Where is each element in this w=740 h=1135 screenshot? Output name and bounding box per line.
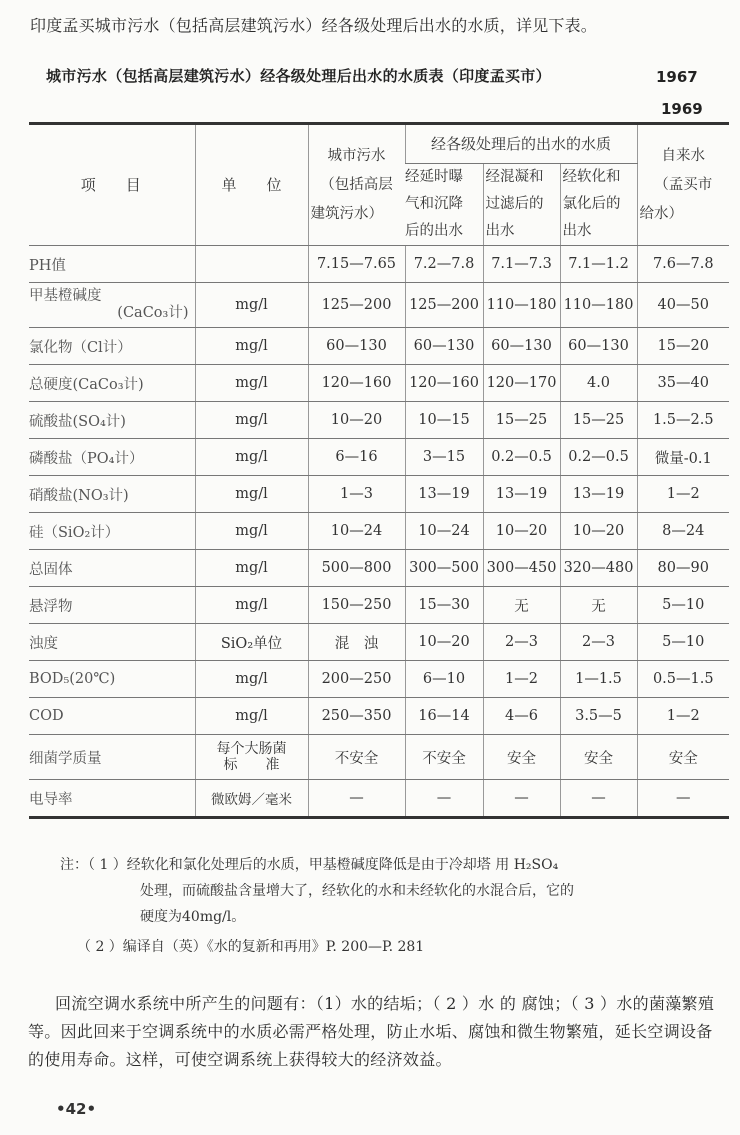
- row-t2: 120—170: [483, 365, 560, 402]
- row-sewage: 500—800: [308, 550, 405, 587]
- row-unit-line1: 每个大肠菌: [216, 741, 287, 757]
- row-t1: 125—200: [405, 283, 483, 328]
- row-item: 硝酸盐(NO₃计): [29, 476, 195, 513]
- row-sewage: 10—20: [308, 402, 405, 439]
- header-sub1-line3: 后的出水: [405, 223, 463, 239]
- row-t1: 300—500: [405, 550, 483, 587]
- row-item-line1: 甲基橙碱度: [29, 288, 102, 304]
- row-t3: 安全: [560, 735, 637, 780]
- table-row: [29, 735, 729, 780]
- row-t3: 0.2—0.5: [560, 439, 637, 476]
- table-row: [29, 283, 729, 328]
- row-sewage: 125—200: [308, 283, 405, 328]
- row-t1: 13—19: [405, 476, 483, 513]
- header-tap-line3: 给水）: [639, 205, 683, 222]
- row-t1: 60—130: [405, 328, 483, 365]
- row-item-line2: (CaCo₃计): [117, 305, 189, 321]
- header-unit: 单 位: [195, 124, 308, 246]
- row-unit: mg/l: [195, 513, 308, 550]
- header-tap-water: [637, 124, 729, 246]
- header-sub3-line2: 氯化后的: [562, 196, 621, 212]
- row-t2: 4—6: [483, 698, 560, 735]
- row-t3: 110—180: [560, 283, 637, 328]
- row-sewage: 不安全: [308, 735, 405, 780]
- row-sewage: 120—160: [308, 365, 405, 402]
- table-row: [29, 439, 729, 476]
- row-tap: —: [637, 780, 729, 818]
- table-row: [29, 624, 729, 661]
- row-tap: 5—10: [637, 587, 729, 624]
- row-t3: 15—25: [560, 402, 637, 439]
- water-quality-table: [29, 122, 729, 819]
- row-t1: —: [405, 780, 483, 818]
- row-item: [29, 283, 195, 328]
- row-item: 电导率: [29, 780, 195, 818]
- header-tap-line2: （孟买市: [654, 176, 713, 193]
- row-unit: mg/l: [195, 439, 308, 476]
- header-sewage: [308, 124, 405, 246]
- table-row: [29, 780, 729, 818]
- row-tap: 安全: [637, 735, 729, 780]
- row-sewage: 7.15—7.65: [308, 246, 405, 283]
- table-row: [29, 328, 729, 365]
- row-t3: 4.0: [560, 365, 637, 402]
- table-title: 城市污水（包括高层建筑污水）经各级处理后出水的水质表（印度孟买市）: [46, 67, 551, 85]
- row-item: BOD₅(20℃): [29, 661, 195, 698]
- header-sewage-line1: 城市污水: [327, 147, 386, 164]
- row-t2: 60—130: [483, 328, 560, 365]
- row-item: 总固体: [29, 550, 195, 587]
- row-sewage: 1—3: [308, 476, 405, 513]
- row-t1: 10—24: [405, 513, 483, 550]
- row-tap: 微量-0.1: [637, 439, 729, 476]
- row-t3: 10—20: [560, 513, 637, 550]
- row-tap: 40—50: [637, 283, 729, 328]
- row-tap: 35—40: [637, 365, 729, 402]
- table-row: [29, 365, 729, 402]
- table-row: [29, 587, 729, 624]
- row-unit: [195, 735, 308, 780]
- row-unit: 微欧姆／毫米: [195, 780, 308, 818]
- row-tap: 80—90: [637, 550, 729, 587]
- row-t1: 7.2—7.8: [405, 246, 483, 283]
- row-t2: 1—2: [483, 661, 560, 698]
- note-1-line1: （ 1 ）经软化和氯化处理后的水质，甲基橙碱度降低是由于冷却塔 用 H₂SO₄: [88, 857, 559, 873]
- row-unit: mg/l: [195, 698, 308, 735]
- row-tap: 7.6—7.8: [637, 246, 729, 283]
- row-t2: 15—25: [483, 402, 560, 439]
- row-unit: mg/l: [195, 587, 308, 624]
- row-unit: mg/l: [195, 283, 308, 328]
- header-sub-softening: [560, 164, 637, 246]
- row-t3: 320—480: [560, 550, 637, 587]
- row-t3: 无: [560, 587, 637, 624]
- body-paragraph: 回流空调水系统中所产生的问题有：（1）水的结垢；（ 2 ）水 的 腐蚀；（ 3 ）水的菌藻繁殖等。因此回来于空调系统中的水质必需严格处理，防止水垢、腐蚀和微生物繁殖，延长空调设备的使用寿命。这样，可使空调系统上获得较大的经济效益。: [28, 994, 715, 1069]
- row-sewage: 6—16: [308, 439, 405, 476]
- row-t2: —: [483, 780, 560, 818]
- row-sewage: 250—350: [308, 698, 405, 735]
- row-t1: 6—10: [405, 661, 483, 698]
- header-sub1-line1: 经延时曝: [405, 169, 463, 185]
- row-t2: 10—20: [483, 513, 560, 550]
- row-t2: 0.2—0.5: [483, 439, 560, 476]
- row-item: 总硬度(CaCo₃计): [29, 365, 195, 402]
- row-item: PH值: [29, 246, 195, 283]
- row-tap: 15—20: [637, 328, 729, 365]
- row-item: 悬浮物: [29, 587, 195, 624]
- note-2: （ 2 ）编译自（英）《水的复新和再用》P. 200—P. 281: [77, 939, 425, 955]
- row-tap: 8—24: [637, 513, 729, 550]
- row-tap: 1—2: [637, 476, 729, 513]
- intro-text: 印度孟买城市污水（包括高层建筑污水）经各级处理后出水的水质，详见下表。: [30, 16, 598, 35]
- row-tap: 5—10: [637, 624, 729, 661]
- table-notes: [60, 852, 725, 960]
- note-1-line3: 硬度为40mg/l。: [140, 909, 246, 925]
- row-tap: 1—2: [637, 698, 729, 735]
- header-sub-coagulation: [483, 164, 560, 246]
- row-t1: 10—15: [405, 402, 483, 439]
- header-sub3-line1: 经软化和: [562, 169, 621, 185]
- row-unit-line2: 标 准: [223, 757, 280, 773]
- row-t1: 3—15: [405, 439, 483, 476]
- header-sub3-line3: 出水: [562, 223, 592, 239]
- table-row: [29, 246, 729, 283]
- row-sewage: 200—250: [308, 661, 405, 698]
- row-unit: mg/l: [195, 476, 308, 513]
- header-sub2-line3: 出水: [485, 223, 515, 239]
- row-t2: 无: [483, 587, 560, 624]
- header-sewage-line3: 建筑污水）: [310, 205, 383, 222]
- row-sewage: 10—24: [308, 513, 405, 550]
- row-unit: mg/l: [195, 365, 308, 402]
- row-sewage: —: [308, 780, 405, 818]
- row-item: 细菌学质量: [29, 735, 195, 780]
- header-sewage-line2: （包括高层: [320, 176, 393, 193]
- row-item: 磷酸盐（PO₄计）: [29, 439, 195, 476]
- row-t1: 不安全: [405, 735, 483, 780]
- table-row: [29, 661, 729, 698]
- row-t1: 120—160: [405, 365, 483, 402]
- row-unit: mg/l: [195, 328, 308, 365]
- row-unit: mg/l: [195, 661, 308, 698]
- table-year-start: 1967: [656, 68, 698, 86]
- table-row: [29, 698, 729, 735]
- header-sub2-line2: 过滤后的: [485, 196, 544, 212]
- row-item: COD: [29, 698, 195, 735]
- row-unit: [195, 246, 308, 283]
- table-row: [29, 513, 729, 550]
- row-t3: —: [560, 780, 637, 818]
- header-item: 项 目: [29, 124, 195, 246]
- row-unit: mg/l: [195, 550, 308, 587]
- table-row: [29, 402, 729, 439]
- header-sub1-line2: 气和沉降: [405, 196, 463, 212]
- row-t3: 3.5—5: [560, 698, 637, 735]
- row-item: 硫酸盐(SO₄计): [29, 402, 195, 439]
- row-item: 硅（SiO₂计）: [29, 513, 195, 550]
- row-tap: 0.5—1.5: [637, 661, 729, 698]
- row-sewage: 150—250: [308, 587, 405, 624]
- note-1-line2: 处理，而硫酸盐含量增大了，经软化的水和未经软化的水混合后，它的: [140, 883, 574, 899]
- row-unit: mg/l: [195, 402, 308, 439]
- row-item: 氯化物（Cl计）: [29, 328, 195, 365]
- row-t2: 7.1—7.3: [483, 246, 560, 283]
- row-t3: 1—1.5: [560, 661, 637, 698]
- page-number: •42•: [56, 1100, 97, 1118]
- table-row: [29, 476, 729, 513]
- row-t3: 2—3: [560, 624, 637, 661]
- table-row: [29, 550, 729, 587]
- header-sub-aeration: [405, 164, 483, 246]
- row-unit: SiO₂单位: [195, 624, 308, 661]
- row-t2: 300—450: [483, 550, 560, 587]
- row-t2: 110—180: [483, 283, 560, 328]
- note-label: 注：: [60, 857, 88, 873]
- row-t2: 13—19: [483, 476, 560, 513]
- note-1: [60, 852, 725, 930]
- row-t1: 10—20: [405, 624, 483, 661]
- water-quality-table-wrap: [29, 122, 729, 819]
- row-t1: 15—30: [405, 587, 483, 624]
- row-t3: 60—130: [560, 328, 637, 365]
- row-t1: 16—14: [405, 698, 483, 735]
- row-t3: 7.1—1.2: [560, 246, 637, 283]
- row-t2: 2—3: [483, 624, 560, 661]
- row-tap: 1.5—2.5: [637, 402, 729, 439]
- row-item: 浊度: [29, 624, 195, 661]
- header-sub2-line1: 经混凝和: [485, 169, 544, 185]
- row-t3: 13—19: [560, 476, 637, 513]
- table-year-end: 1969: [661, 100, 703, 118]
- header-treatment-group: 经各级处理后的出水的水质: [405, 124, 637, 164]
- header-tap-line1: 自来水: [661, 147, 705, 164]
- row-sewage: 60—130: [308, 328, 405, 365]
- row-sewage: 混 浊: [308, 624, 405, 661]
- row-t2: 安全: [483, 735, 560, 780]
